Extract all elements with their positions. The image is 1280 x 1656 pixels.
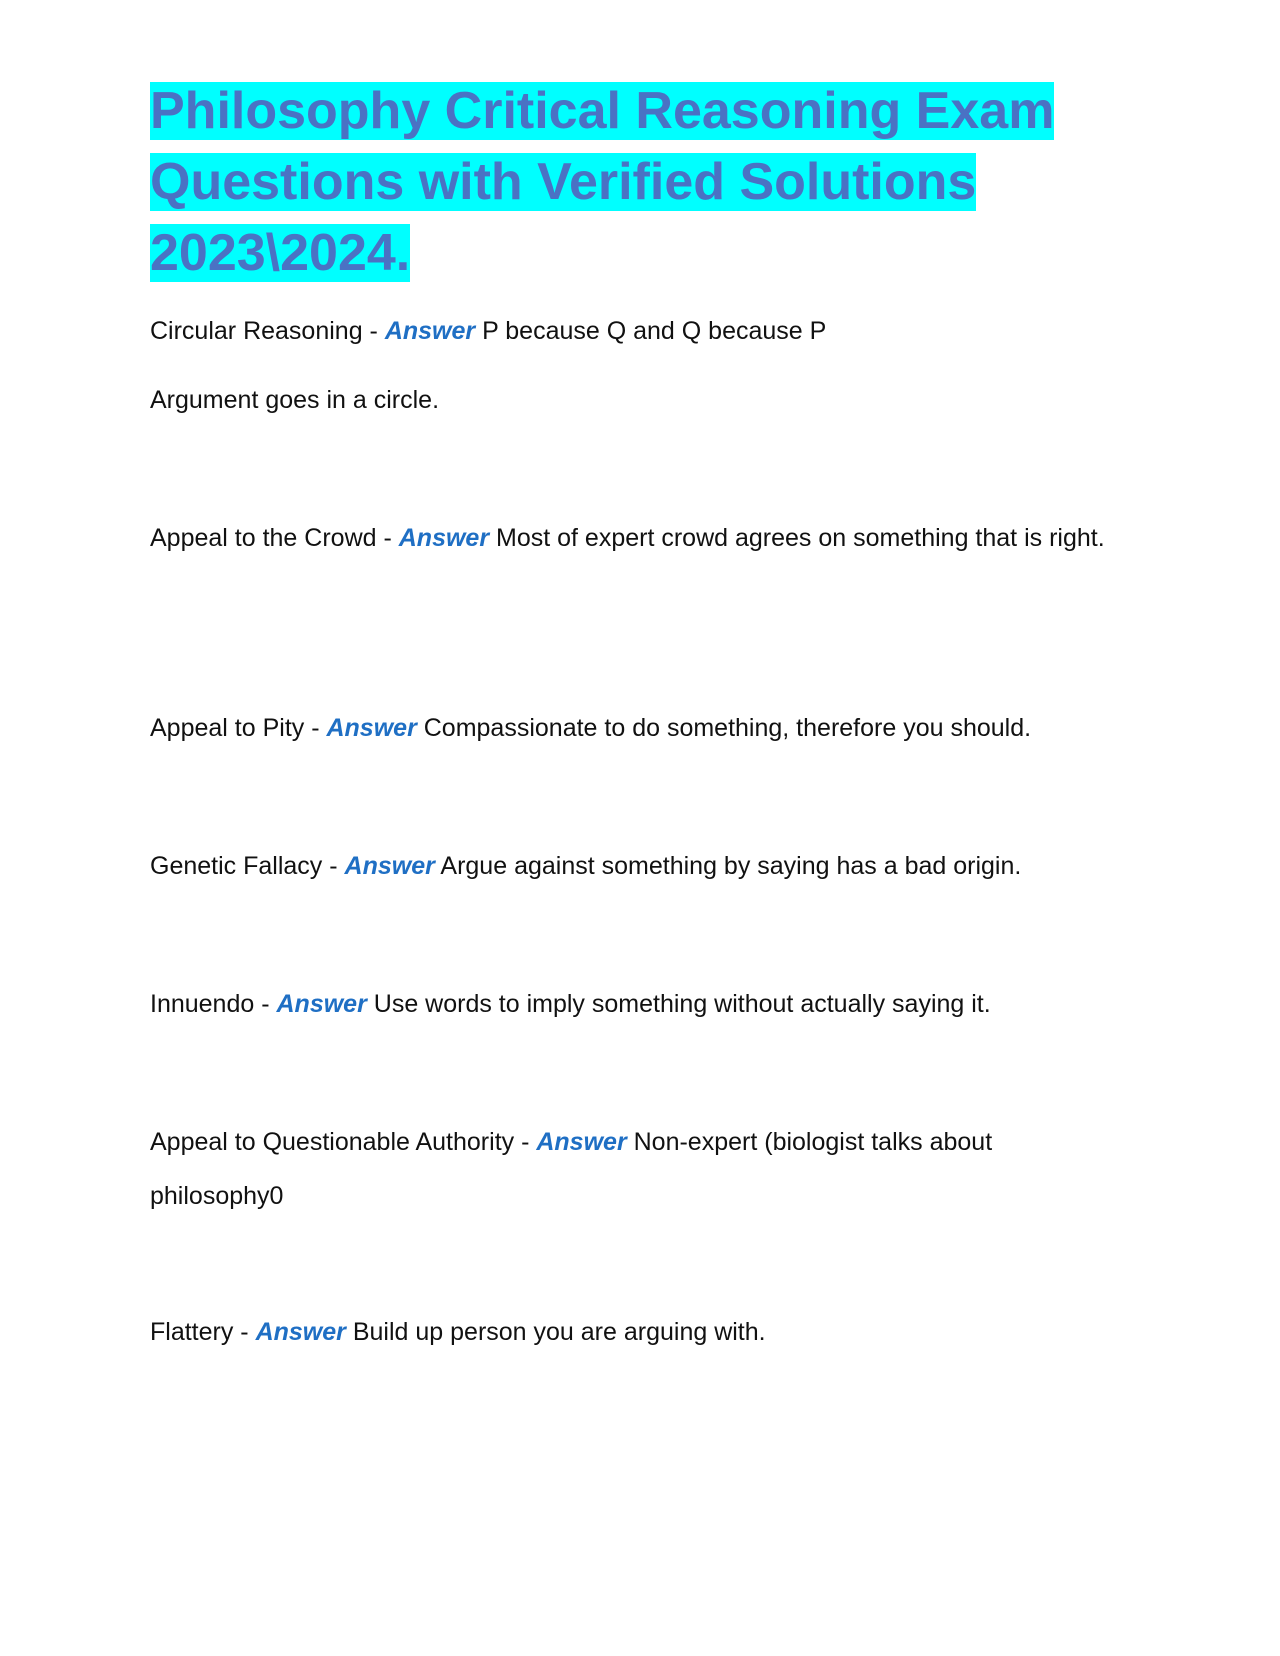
title-highlight: Philosophy Critical Reasoning Exam Questions with Verified Solutions 2023\2024.: [150, 82, 1055, 282]
entry-term: Appeal to the Crowd -: [150, 524, 399, 552]
answer-label: Answer: [326, 714, 417, 742]
entry-term: Appeal to Pity -: [150, 714, 327, 742]
entry-answer: Argue against something by saying has a bad origin.: [440, 852, 1022, 880]
entry-circular-reasoning: [150, 304, 1110, 358]
answer-label: Answer: [536, 1128, 627, 1156]
entry-term: Circular Reasoning -: [150, 317, 385, 345]
entry-flattery: [150, 1305, 1110, 1359]
entry-answer: Non-expert (biologist talks about philosophy0: [150, 1128, 993, 1210]
entry-appeal-to-crowd: [150, 511, 1110, 565]
entry-term: Innuendo -: [150, 990, 277, 1018]
entry-term: Genetic Fallacy -: [150, 852, 345, 880]
entry-answer: Use words to imply something without actually saying it.: [373, 990, 991, 1018]
entry-appeal-to-pity: [150, 701, 1110, 755]
entry-answer: Build up person you are arguing with.: [352, 1318, 766, 1346]
note-argument-circle: Argument goes in a circle.: [150, 386, 440, 414]
entry-answer: P because Q and Q because P: [482, 317, 827, 345]
entry-term: Flattery -: [150, 1318, 256, 1346]
entry-questionable-authority: [150, 1115, 1110, 1223]
answer-label: Answer: [398, 524, 490, 552]
answer-label: Answer: [384, 317, 476, 345]
entry-innuendo: [150, 977, 1110, 1031]
document-title: [150, 76, 1090, 289]
entry-answer: Compassionate to do something, therefore you should.: [423, 714, 1032, 742]
entry-answer: Most of expert crowd agrees on something that is right.: [496, 524, 1105, 552]
answer-label: Answer: [255, 1318, 346, 1346]
entry-genetic-fallacy: [150, 839, 1110, 893]
entry-term: Appeal to Questionable Authority -: [150, 1128, 537, 1156]
answer-label: Answer: [344, 852, 435, 880]
answer-label: Answer: [276, 990, 367, 1018]
